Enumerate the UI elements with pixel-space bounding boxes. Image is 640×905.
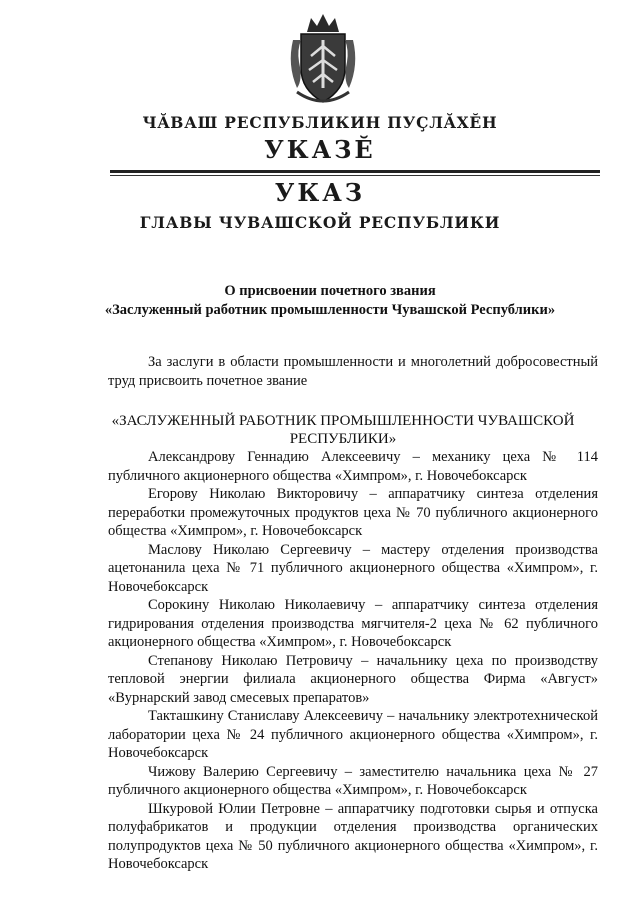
intro-paragraph: За заслуги в области промышленности и многолетний добросовестный труд присвоить почетное звание (108, 354, 598, 389)
decree-subject (60, 282, 600, 320)
recipient-paragraph: Александрову Геннадию Алексеевичу – механику цеха № 114 публичного акционерного общества «Химпром», г. Новочебоксарск (108, 449, 598, 484)
header-divider-thin (110, 175, 600, 176)
recipient-paragraph: Степанову Николаю Петровичу – начальнику цеха по производству тепловой энергии филиала акционерного общества Фирма «Август» «Вурнарский завод смесевых препаратов» (108, 652, 598, 706)
recipient-paragraph: Чижову Валерию Сергеевичу – заместителю начальника цеха № 27 публичного акционерного общества «Химпром», г. Новочебоксарск (108, 763, 598, 798)
award-title: «ЗАСЛУЖЕННЫЙ РАБОТНИК ПРОМЫШЛЕННОСТИ ЧУВАШСКОЙ РЕСПУБЛИКИ» (111, 413, 575, 447)
recipient-paragraph: Сорокину Николаю Николаевичу – аппаратчику синтеза отделения гидрирования отделения производства мягчителя-2 цеха № 62 публичного акционерного общества «Химпром», г. Новочебоксарск (108, 597, 598, 650)
decree-body (108, 353, 598, 874)
russian-header-line: ГЛАВЫ ЧУВАШСКОЙ РЕСПУБЛИКИ (139, 213, 501, 232)
recipient-paragraph: Шкуровой Юлии Петровне – аппаратчику подготовки сырья и отпуска полуфабрикатов и продукции отделения производства органических полупродуктов цеха № 50 публичного акционерного общества «Химпром», г. Новочебоксарск (108, 800, 598, 872)
recipient-paragraph: Такташкину Станиславу Алексеевичу – начальнику электротехнической лаборатории цеха № 24 публичного акционерного общества «Химпром», г. Новочебоксарск (108, 708, 598, 761)
coat-of-arms-icon (283, 10, 363, 110)
decree-subject-line-2: «Заслуженный работник промышленности Чувашской Республики» (104, 302, 556, 318)
recipient-paragraph: Маслову Николаю Сергеевичу – мастеру отделения производства ацетонанила цеха № 71 публичного акционерного общества «Химпром», г. Новочебоксарск (108, 541, 598, 595)
recipient-paragraph: Егорову Николаю Викторовичу – аппаратчику синтеза отделения переработки промежуточных продуктов цеха № 70 публичного акционерного общества «Химпром», г. Новочебоксарск (108, 486, 598, 539)
chuvash-header-line: ЧĂВАШ РЕСПУБЛИКИН ПУÇЛĂХĔН (142, 113, 498, 132)
decree-subject-line-1: О присвоении почетного звания (224, 283, 436, 299)
chuvash-decree-title: УКАЗĔ (264, 135, 376, 164)
russian-decree-title: УКАЗ (274, 178, 366, 207)
header-divider-thick (110, 170, 600, 173)
